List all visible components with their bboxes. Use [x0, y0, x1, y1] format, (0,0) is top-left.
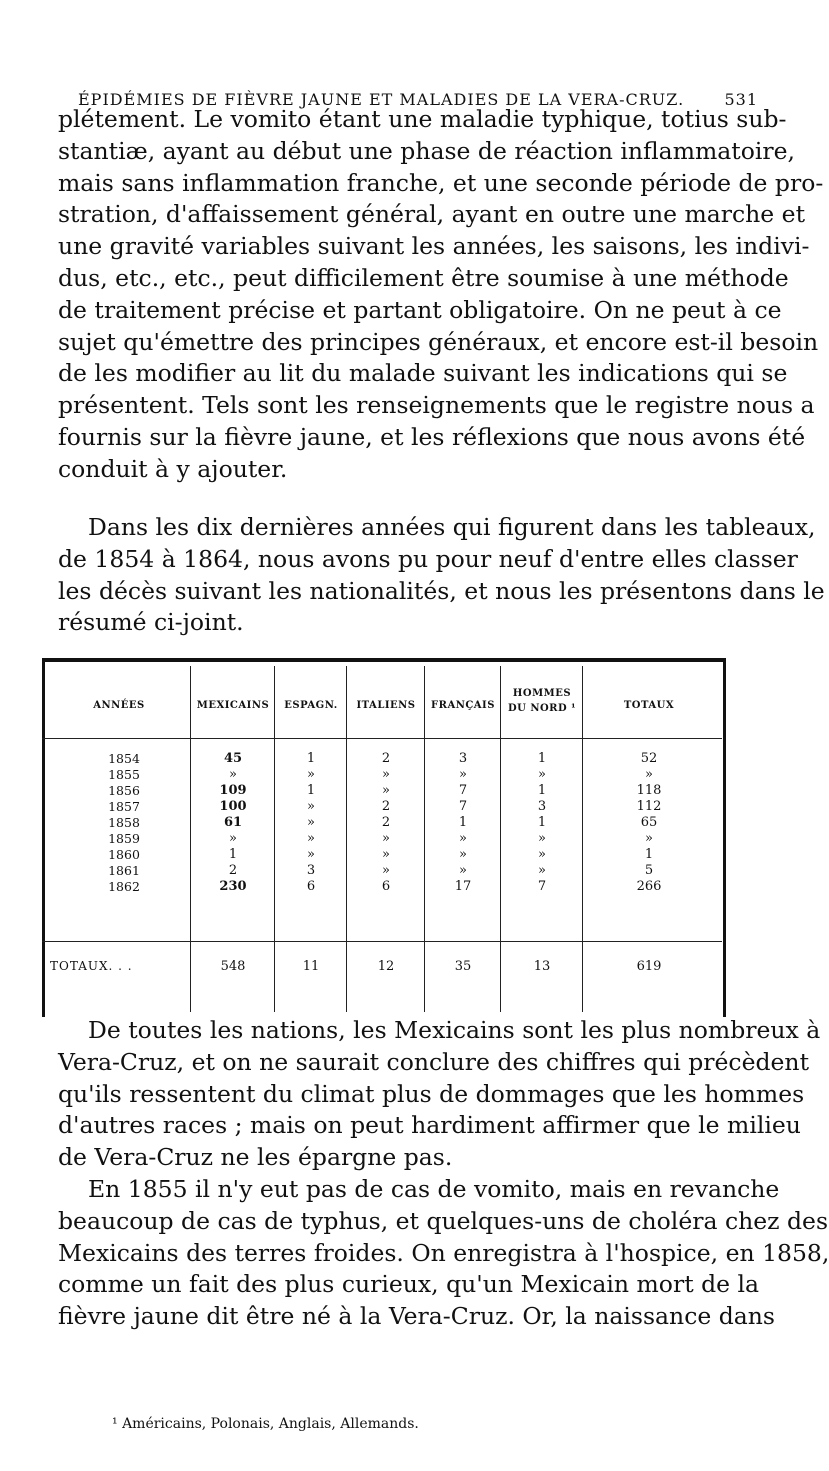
cell-espagnols: 3 — [306, 863, 316, 878]
text-line: dus, etc., etc., peut difficilement être soumise à une méthode — [58, 263, 789, 292]
cell-italiens: » — [382, 863, 390, 878]
text-line: fièvre jaune dit être né à la Vera-Cruz. Or, la naissance dans — [58, 1302, 775, 1331]
total-italiens: 12 — [377, 959, 395, 974]
column-divider — [190, 666, 191, 1012]
total-hommes-du-nord: 13 — [533, 959, 551, 974]
header-francais: FRANÇAIS — [431, 700, 495, 711]
cell-year: 1856 — [108, 783, 140, 798]
header-rule — [42, 738, 722, 739]
cell-francais: » — [459, 767, 467, 782]
column-divider — [582, 666, 583, 1012]
text-line: résumé ci-joint. — [58, 608, 244, 637]
text-line: stration, d'affaissement général, ayant en outre une marche et — [58, 200, 806, 229]
header-mexicains: MEXICAINS — [196, 700, 270, 711]
text-line: stantiæ, ayant au début une phase de réaction inflammatoire, — [58, 136, 795, 165]
cell-francais: 7 — [458, 799, 468, 814]
cell-totaux: » — [645, 767, 653, 782]
text-line: beaucoup de cas de typhus, et quelques-uns de choléra chez des — [58, 1206, 829, 1235]
cell-hommes-du-nord: 1 — [537, 783, 547, 798]
text-line: comme un fait des plus curieux, qu'un Mexicain mort de la — [58, 1270, 760, 1299]
column-divider — [274, 666, 275, 1012]
text-line: Mexicains des terres froides. On enregistra à l'hospice, en 1858, — [58, 1238, 829, 1267]
cell-espagnols: 1 — [306, 783, 316, 798]
cell-year: 1859 — [108, 831, 140, 846]
cell-espagnols: » — [307, 831, 315, 846]
cell-totaux: » — [645, 831, 653, 846]
cell-italiens: » — [382, 783, 390, 798]
paragraph-2 — [58, 512, 825, 639]
cell-year: 1861 — [108, 863, 140, 878]
text-line: de traitement précise et partant obligatoire. On ne peut à ce — [58, 295, 782, 324]
cell-year: 1858 — [108, 815, 140, 830]
cell-year: 1857 — [108, 799, 140, 814]
text-line: de les modifier au lit du malade suivant les indications qui se — [58, 359, 788, 388]
column-divider — [500, 666, 501, 1012]
cell-hommes-du-nord: 1 — [537, 751, 547, 766]
cell-hommes-du-nord: 7 — [537, 879, 547, 894]
cell-francais: 17 — [454, 879, 472, 894]
cell-mexicains: 61 — [223, 815, 243, 830]
total-totaux: 619 — [636, 959, 662, 974]
text-line: mais sans inflammation franche, et une seconde période de pro- — [58, 168, 824, 197]
paragraph-1 — [58, 104, 824, 486]
total-francais: 35 — [454, 959, 472, 974]
header-italiens: ITALIENS — [356, 700, 416, 711]
text-line: d'autres races ; mais on peut hardiment affirmer que le milieu — [58, 1111, 801, 1140]
totals-label: TOTAUX. . . — [50, 959, 133, 973]
text-line: De toutes les nations, les Mexicains sont les plus nombreux à — [88, 1016, 821, 1044]
cell-francais: » — [459, 831, 467, 846]
cell-francais: 3 — [458, 751, 468, 766]
header-espagnols: ESPAGN. — [284, 700, 338, 711]
text-line: plétement. Le vomito étant une maladie typhique, totius sub- — [58, 105, 787, 133]
cell-hommes-du-nord: 1 — [537, 815, 547, 830]
cell-totaux: 65 — [640, 815, 658, 830]
cell-totaux: 112 — [636, 799, 662, 814]
cell-totaux: 266 — [636, 879, 662, 894]
cell-espagnols: » — [307, 847, 315, 862]
total-mexicains: 548 — [220, 959, 246, 974]
text-line: les décès suivant les nationalités, et nous les présentons dans le — [58, 576, 825, 605]
cell-francais: 7 — [458, 783, 468, 798]
cell-italiens: 2 — [381, 751, 391, 766]
cell-francais: » — [459, 847, 467, 862]
cell-mexicains: 1 — [228, 847, 238, 862]
running-head-title: ÉPIDÉMIES DE FIÈVRE JAUNE ET MALADIES DE LA VERA-CRUZ. — [78, 90, 685, 109]
cell-totaux: 52 — [640, 751, 658, 766]
cell-italiens: 2 — [381, 799, 391, 814]
cell-italiens: » — [382, 847, 390, 862]
cell-mexicains: 45 — [223, 751, 243, 766]
cell-hommes-du-nord: » — [538, 831, 546, 846]
text-line: présentent. Tels sont les renseignements que le registre nous a — [58, 391, 815, 420]
cell-hommes-du-nord: 3 — [537, 799, 547, 814]
cell-francais: » — [459, 863, 467, 878]
text-line: conduit à y ajouter. — [58, 454, 288, 483]
cell-italiens: 6 — [381, 879, 391, 894]
cell-mexicains: 109 — [219, 783, 247, 798]
text-line: fournis sur la fièvre jaune, et les réflexions que nous avons été — [58, 422, 806, 451]
column-divider — [424, 666, 425, 1012]
paragraph-3 — [58, 1015, 829, 1333]
cell-year: 1862 — [108, 879, 140, 894]
cell-mexicains: 230 — [219, 879, 247, 894]
cell-hommes-du-nord: » — [538, 863, 546, 878]
header-totaux: TOTAUX — [623, 700, 675, 711]
cell-mexicains: 2 — [228, 863, 238, 878]
cell-espagnols: » — [307, 767, 315, 782]
text-line: sujet qu'émettre des principes généraux, et encore est-il besoin — [58, 327, 819, 356]
totals-rule — [42, 941, 722, 942]
cell-espagnols: 6 — [306, 879, 316, 894]
footnote: ¹ Américains, Polonais, Anglais, Allemands. — [112, 1416, 419, 1432]
cell-totaux: 1 — [644, 847, 654, 862]
cell-mexicains: 100 — [219, 799, 247, 814]
header-annees: ANNÉES — [93, 700, 145, 711]
cell-hommes-du-nord: » — [538, 767, 546, 782]
column-divider — [346, 666, 347, 1012]
text-line: de 1854 à 1864, nous avons pu pour neuf d'entre elles classer — [58, 544, 798, 573]
cell-year: 1860 — [108, 847, 140, 862]
cell-year: 1854 — [108, 751, 140, 766]
text-line: une gravité variables suivant les années, les saisons, les indivi- — [58, 232, 810, 261]
cell-totaux: 5 — [644, 863, 654, 878]
cell-italiens: 2 — [381, 815, 391, 830]
cell-mexicains: » — [229, 831, 237, 846]
text-line: En 1855 il n'y eut pas de cas de vomito, mais en revanche — [88, 1174, 780, 1203]
cell-italiens: » — [382, 767, 390, 782]
header-hommes-du-nord — [502, 686, 582, 716]
cell-espagnols: » — [307, 815, 315, 830]
cell-hommes-du-nord: » — [538, 847, 546, 862]
text-line: qu'ils ressentent du climat plus de dommages que les hommes — [58, 1079, 805, 1108]
page-number: 531 — [724, 90, 758, 109]
cell-year: 1855 — [108, 767, 140, 782]
text-line: Dans les dix dernières années qui figurent dans les tableaux, — [88, 513, 816, 541]
cell-francais: 1 — [458, 815, 468, 830]
mortality-by-nationality-table — [42, 658, 722, 1018]
cell-italiens: » — [382, 831, 390, 846]
total-espagnols: 11 — [302, 959, 320, 974]
cell-espagnols: 1 — [306, 751, 316, 766]
cell-mexicains: » — [229, 767, 237, 782]
text-line: de Vera-Cruz ne les épargne pas. — [58, 1143, 453, 1172]
header-hommes-line1: HOMMES — [512, 688, 572, 699]
cell-espagnols: » — [307, 799, 315, 814]
cell-totaux: 118 — [636, 783, 662, 798]
header-hommes-line2: DU NORD ¹ — [507, 703, 577, 714]
text-line: Vera-Cruz, et on ne saurait conclure des chiffres qui précèdent — [58, 1047, 810, 1076]
